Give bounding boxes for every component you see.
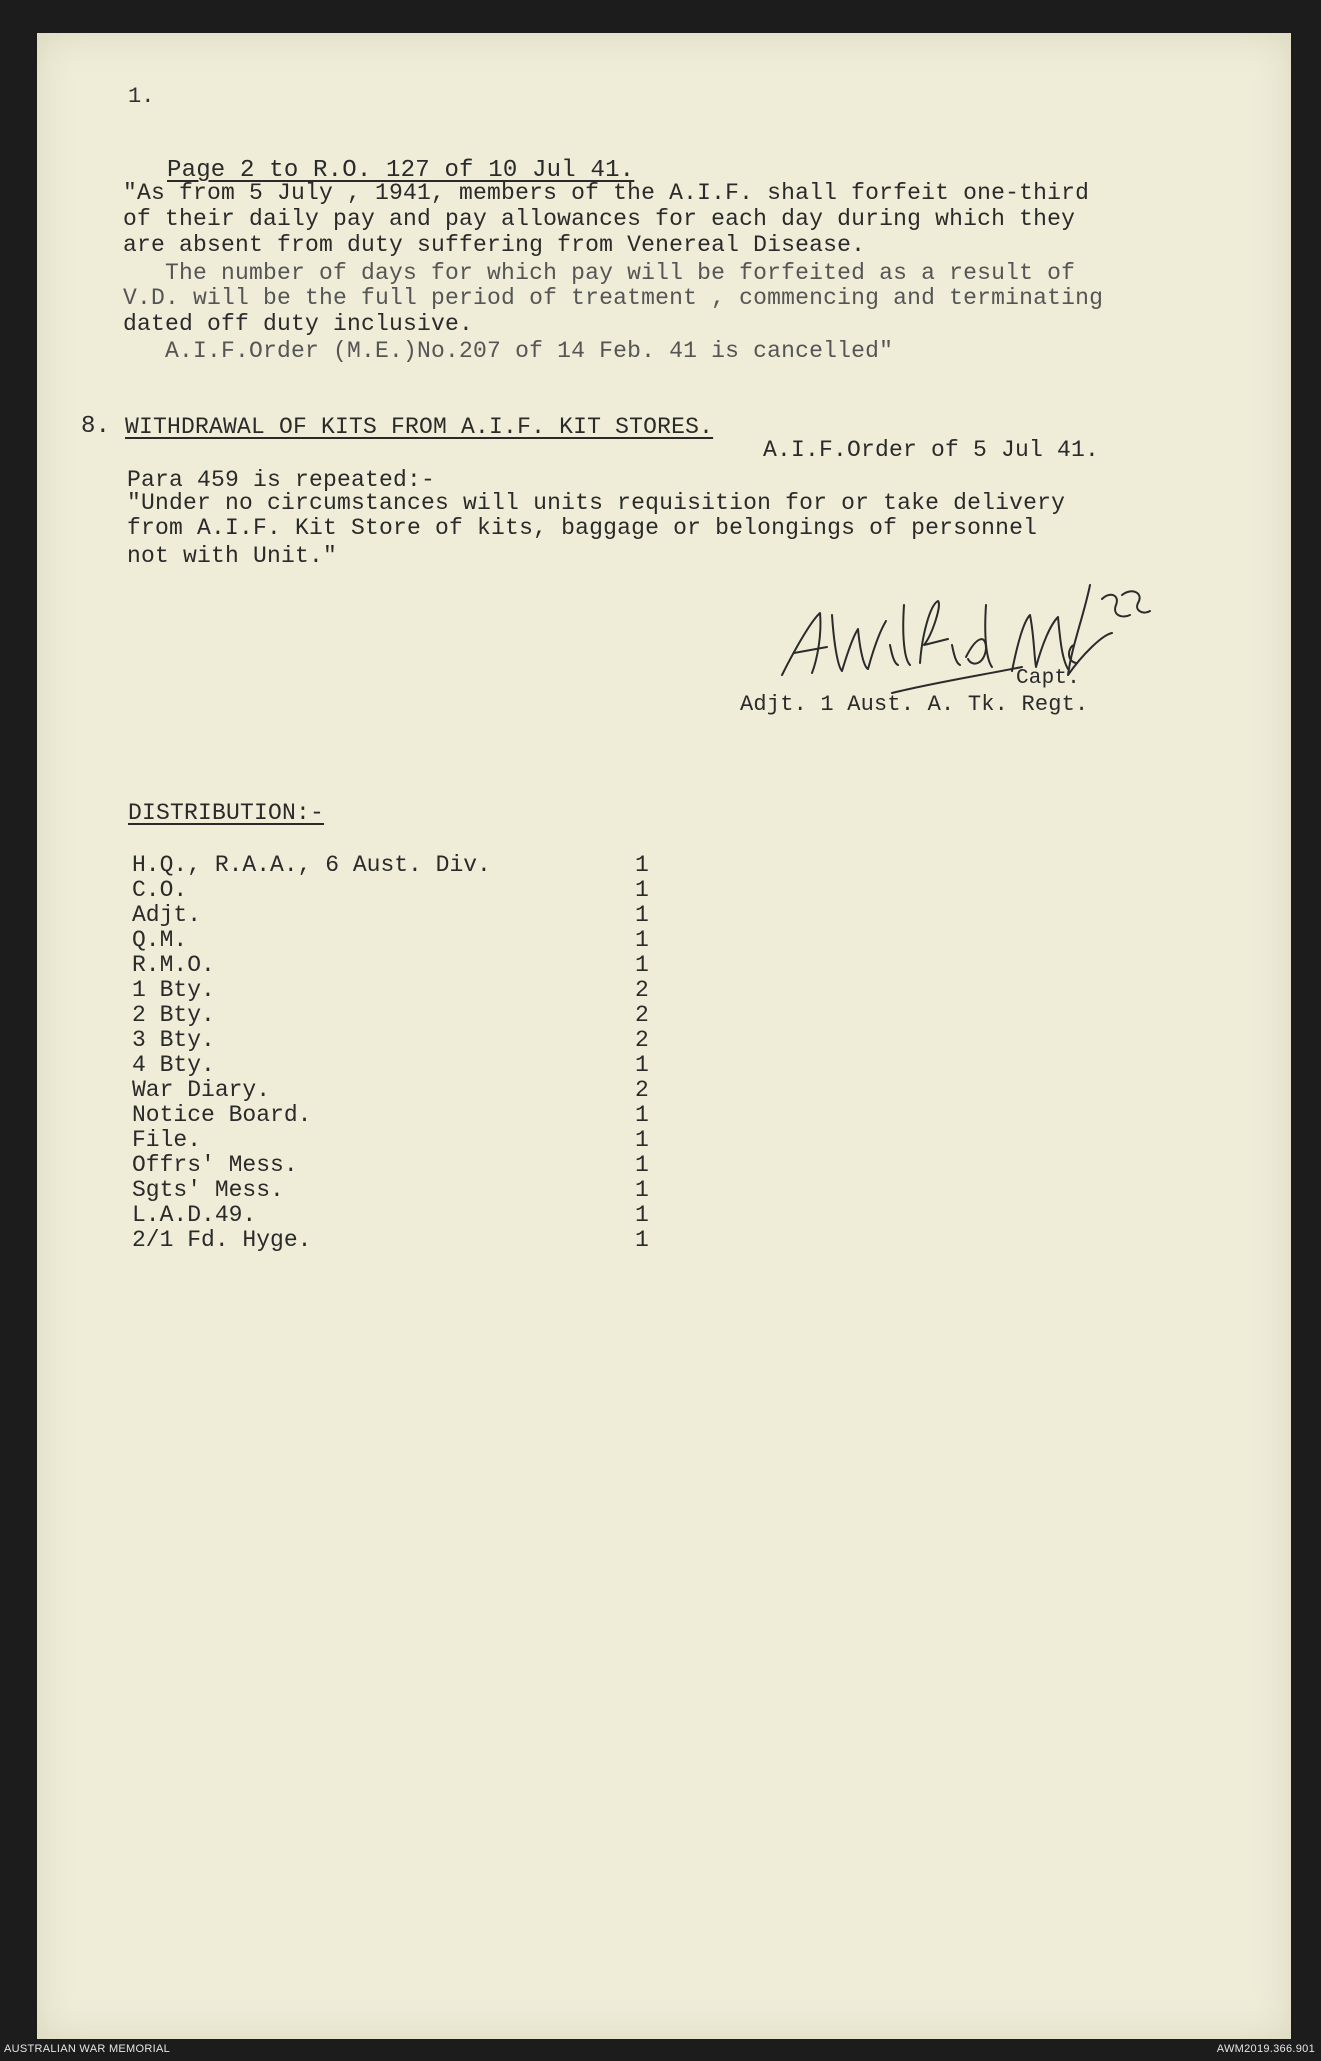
distribution-recipient: 3 Bty. bbox=[132, 1027, 215, 1053]
distribution-quantity: 1 bbox=[635, 1052, 649, 1078]
distribution-recipient: 1 Bty. bbox=[132, 977, 215, 1003]
distribution-recipient: H.Q., R.A.A., 6 Aust. Div. bbox=[132, 852, 491, 878]
footer-item-id: AWM2019.366.901 bbox=[1216, 2043, 1315, 2055]
distribution-quantity: 2 bbox=[635, 1077, 649, 1103]
distribution-row bbox=[132, 902, 692, 927]
signatory-rank: Capt. bbox=[1016, 667, 1081, 690]
vd-line-7: A.I.F.Order (M.E.)No.207 of 14 Feb. 41 is cancelled" bbox=[123, 338, 894, 364]
section-8-number: 8. bbox=[81, 413, 111, 440]
distribution-recipient: Adjt. bbox=[132, 902, 202, 928]
page-mark: 1. bbox=[128, 84, 155, 109]
distribution-recipient: R.M.O. bbox=[132, 952, 215, 978]
distribution-quantity: 1 bbox=[635, 1202, 649, 1228]
distribution-recipient: Offrs' Mess. bbox=[132, 1152, 298, 1178]
distribution-row bbox=[132, 1127, 692, 1152]
vd-line-1: "As from 5 July , 1941, members of the A.I.F. shall forfeit one-third bbox=[123, 180, 1090, 206]
distribution-quantity: 1 bbox=[635, 1177, 649, 1203]
distribution-quantity: 2 bbox=[635, 1027, 649, 1053]
section-8-line-1: Para 459 is repeated:- bbox=[127, 467, 436, 493]
distribution-recipient: War Diary. bbox=[132, 1077, 271, 1103]
distribution-recipient: 2/1 Fd. Hyge. bbox=[132, 1227, 312, 1253]
footer-archive-name: AUSTRALIAN WAR MEMORIAL bbox=[4, 2043, 171, 2055]
distribution-quantity: 1 bbox=[635, 902, 649, 928]
distribution-quantity: 1 bbox=[635, 877, 649, 903]
distribution-row bbox=[132, 1052, 692, 1077]
distribution-quantity: 1 bbox=[635, 1227, 649, 1253]
distribution-row bbox=[132, 927, 692, 952]
section-8-line-2: "Under no circumstances will units requisition for or take delivery bbox=[127, 490, 1066, 516]
vd-line-4: The number of days for which pay will be forfeited as a result of bbox=[123, 260, 1076, 286]
distribution-quantity: 1 bbox=[635, 852, 649, 878]
distribution-row bbox=[132, 1177, 692, 1202]
distribution-row bbox=[132, 1152, 692, 1177]
vd-line-5: V.D. will be the full period of treatment , commencing and terminating bbox=[123, 285, 1104, 311]
distribution-row bbox=[132, 877, 692, 902]
distribution-quantity: 2 bbox=[635, 977, 649, 1003]
distribution-row bbox=[132, 1002, 692, 1027]
distribution-recipient: 4 Bty. bbox=[132, 1052, 215, 1078]
distribution-row bbox=[132, 1077, 692, 1102]
section-8-title: WITHDRAWAL OF KITS FROM A.I.F. KIT STORES. bbox=[125, 414, 714, 440]
section-8-line-3: from A.I.F. Kit Store of kits, baggage or belongings of personnel bbox=[127, 515, 1038, 541]
distribution-recipient: C.O. bbox=[132, 877, 188, 903]
handwritten-signature bbox=[772, 575, 1152, 695]
page-heading: Page 2 to R.O. 127 of 10 Jul 41. bbox=[167, 157, 635, 184]
distribution-recipient: Q.M. bbox=[132, 927, 188, 953]
distribution-quantity: 1 bbox=[635, 1102, 649, 1128]
distribution-recipient: L.A.D.49. bbox=[132, 1202, 257, 1228]
distribution-row bbox=[132, 977, 692, 1002]
vd-line-2: of their daily pay and pay allowances for each day during which they bbox=[123, 206, 1076, 232]
signatory-title: Adjt. 1 Aust. A. Tk. Regt. bbox=[740, 692, 1089, 717]
distribution-recipient: Notice Board. bbox=[132, 1102, 312, 1128]
section-8-reference: A.I.F.Order of 5 Jul 41. bbox=[763, 437, 1100, 463]
distribution-row bbox=[132, 952, 692, 977]
distribution-heading: DISTRIBUTION:- bbox=[128, 800, 325, 826]
distribution-row bbox=[132, 1027, 692, 1052]
distribution-quantity: 1 bbox=[635, 927, 649, 953]
distribution-row bbox=[132, 1227, 692, 1252]
distribution-recipient: 2 Bty. bbox=[132, 1002, 215, 1028]
section-8-line-4: not with Unit." bbox=[127, 543, 338, 569]
distribution-row bbox=[132, 1202, 692, 1227]
distribution-quantity: 1 bbox=[635, 1152, 649, 1178]
distribution-quantity: 1 bbox=[635, 952, 649, 978]
distribution-quantity: 2 bbox=[635, 1002, 649, 1028]
vd-line-3: are absent from duty suffering from Venereal Disease. bbox=[123, 232, 866, 258]
distribution-recipient: File. bbox=[132, 1127, 202, 1153]
distribution-row bbox=[132, 1102, 692, 1127]
distribution-row bbox=[132, 852, 692, 877]
distribution-quantity: 1 bbox=[635, 1127, 649, 1153]
vd-line-6: dated off duty inclusive. bbox=[123, 311, 474, 337]
distribution-recipient: Sgts' Mess. bbox=[132, 1177, 284, 1203]
